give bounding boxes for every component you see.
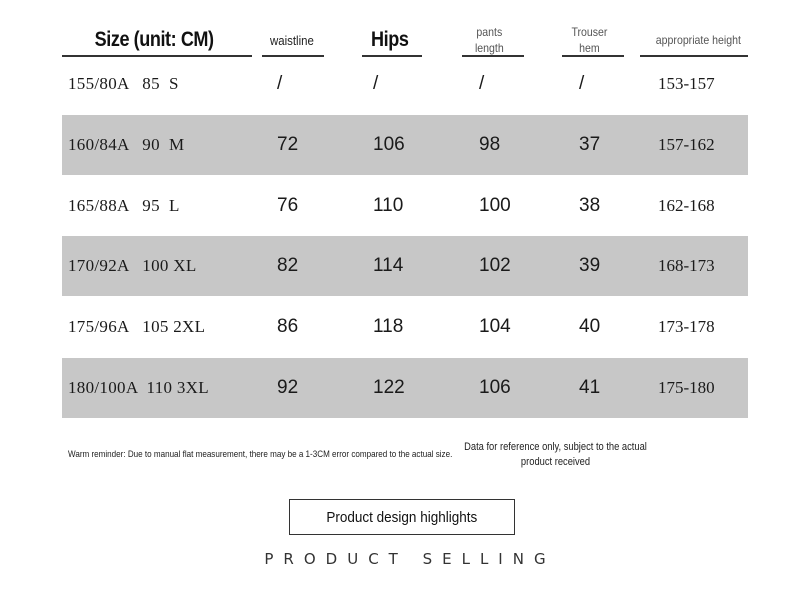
product-selling-footer: PRODUCT SELLING bbox=[264, 550, 556, 568]
table-row bbox=[62, 297, 748, 357]
size-cell: 180/100A 110 3XL bbox=[68, 378, 209, 397]
table-row bbox=[62, 54, 748, 114]
trouser-hem-cell: 39 bbox=[579, 255, 601, 276]
waistline-cell: 86 bbox=[277, 316, 299, 337]
waistline-cell: 92 bbox=[277, 377, 299, 398]
header-pants-length-line1: pants bbox=[476, 25, 502, 39]
product-design-highlights-button[interactable] bbox=[289, 499, 515, 535]
header-pants-length-line2: length bbox=[474, 41, 504, 55]
table-row bbox=[62, 358, 748, 418]
size-cell: 160/84A 90 M bbox=[68, 135, 185, 154]
hips-cell: 110 bbox=[373, 195, 404, 216]
trouser-hem-cell: 38 bbox=[579, 195, 601, 216]
hips-cell: / bbox=[373, 73, 379, 94]
pants-length-cell: / bbox=[479, 73, 485, 94]
header-size-label: Size (unit: CM) bbox=[94, 28, 214, 51]
header-waistline-label: waistline bbox=[270, 32, 314, 48]
trouser-hem-cell: 40 bbox=[579, 316, 601, 337]
waistline-cell: 82 bbox=[277, 255, 299, 276]
reference-note: Data for reference only, subject to the actual product received bbox=[464, 441, 647, 468]
waistline-cell: / bbox=[277, 73, 283, 94]
table-row bbox=[62, 115, 748, 175]
table-row bbox=[62, 236, 748, 296]
hips-cell: 118 bbox=[373, 316, 404, 337]
height-cell: 175-180 bbox=[658, 378, 715, 397]
size-cell: 175/96A 105 2XL bbox=[68, 317, 206, 336]
size-cell: 155/80A 85 S bbox=[68, 74, 179, 93]
pants-length-cell: 102 bbox=[479, 255, 511, 276]
height-cell: 157-162 bbox=[658, 135, 715, 154]
table-row bbox=[62, 176, 748, 236]
product-design-highlights-label: Product design highlights bbox=[326, 508, 478, 526]
height-cell: 173-178 bbox=[658, 317, 715, 336]
hips-cell: 114 bbox=[373, 255, 404, 276]
height-cell: 168-173 bbox=[658, 256, 715, 275]
pants-length-cell: 98 bbox=[479, 134, 501, 155]
header-trouser-hem-line1: Trouser bbox=[571, 25, 607, 39]
size-cell: 165/88A 95 L bbox=[68, 196, 180, 215]
pants-length-cell: 106 bbox=[479, 377, 511, 398]
pants-length-cell: 104 bbox=[479, 316, 511, 337]
height-cell: 162-168 bbox=[658, 196, 715, 215]
header-height-label: appropriate height bbox=[655, 33, 741, 47]
size-cell: 170/92A 100 XL bbox=[68, 256, 197, 275]
trouser-hem-cell: / bbox=[579, 73, 585, 94]
trouser-hem-cell: 37 bbox=[579, 134, 601, 155]
header-trouser-hem-line2: hem bbox=[578, 41, 600, 55]
trouser-hem-cell: 41 bbox=[579, 377, 601, 398]
waistline-cell: 72 bbox=[277, 134, 299, 155]
waistline-cell: 76 bbox=[277, 195, 299, 216]
hips-cell: 106 bbox=[373, 134, 405, 155]
pants-length-cell: 100 bbox=[479, 195, 511, 216]
height-cell: 153-157 bbox=[658, 74, 715, 93]
header-hips-label: Hips bbox=[371, 28, 409, 51]
hips-cell: 122 bbox=[373, 377, 405, 398]
warm-reminder: Warm reminder: Due to manual flat measurement, there may be a 1-3CM error compared to the actual size. bbox=[68, 449, 453, 460]
